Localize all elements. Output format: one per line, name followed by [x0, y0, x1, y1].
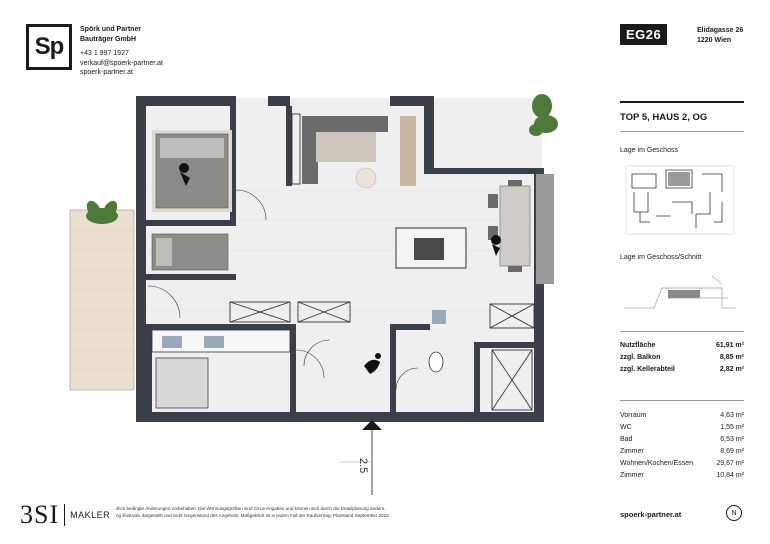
- floor-location-map: [622, 162, 738, 238]
- section-map: [622, 268, 738, 318]
- plant-icon: [84, 198, 120, 224]
- address-city: 1220 Wien: [697, 37, 732, 44]
- compass-icon: N: [726, 505, 742, 521]
- company-phone[interactable]: +43 1 997 1927: [80, 50, 129, 57]
- footer-url[interactable]: spoerk-partner.at: [620, 510, 682, 519]
- makler-logo: [20, 500, 110, 530]
- cooktop: [414, 238, 444, 260]
- pillow: [156, 238, 172, 266]
- sofa-chaise: [302, 116, 318, 184]
- company-name: Spörk und Partner: [80, 26, 142, 33]
- stat-row: zzgl. Kellerabteil 2,82 m²: [620, 366, 744, 373]
- stat-row: zzgl. Balkon 8,85 m²: [620, 354, 744, 361]
- dining-table: [500, 186, 530, 266]
- divider: [620, 331, 744, 332]
- room-row: Bad 6,53 m²: [620, 436, 744, 443]
- floor-badge: EG26: [620, 24, 667, 45]
- room-row: Vorraum 4,63 m²: [620, 412, 744, 419]
- room-row: WC 1,55 m²: [620, 424, 744, 431]
- disclaimer: zlich bedingte Änderungen vorbehalten. Die Wohnungsgrößen sind Circa-Angaben und können sich durch die Detailplanung ändern. ng illustrativ dargestellt und nicht Gegenstand des Angebots. Maßgeblich ist in jedem Fall der Kaufvertrag. Planstand September 2023.: [116, 506, 390, 518]
- company-email[interactable]: verkauf@spoerk-partner.at: [80, 59, 163, 67]
- unit-highlight: [668, 172, 690, 186]
- balcony-left: [70, 210, 134, 390]
- company-website[interactable]: spoerk-partner.at: [80, 69, 133, 76]
- section-label: Lage im Geschoss/Schnitt: [620, 254, 702, 261]
- makler-logo-sub: MAKLER: [70, 510, 111, 520]
- shelf: [400, 116, 416, 186]
- divider: [620, 400, 744, 401]
- wall-cabinet: [536, 174, 554, 284]
- room-row: Wohnen/Kochen/Essen 29,67 m²: [620, 460, 744, 467]
- side-table: [356, 168, 376, 188]
- room-row: Zimmer 10,84 m²: [620, 472, 744, 479]
- company-logo: [26, 24, 72, 70]
- section-highlight: [668, 290, 700, 298]
- address: [697, 26, 743, 46]
- pillow: [160, 138, 224, 158]
- stat-row: Nutzfläche 61,91 m²: [620, 342, 744, 349]
- rug: [316, 132, 376, 162]
- sink-icon: [432, 310, 446, 324]
- logo-text: Sp: [34, 33, 64, 60]
- company-info: [80, 25, 163, 78]
- location-label: Lage im Geschoss: [620, 147, 678, 154]
- floor-plan: [60, 90, 580, 495]
- makler-logo-text: 3SI: [20, 500, 60, 529]
- sink-icon: [204, 336, 224, 348]
- room-row: Zimmer 8,69 m²: [620, 448, 744, 455]
- address-street: Elidagasse 26: [697, 27, 744, 34]
- company-sub: Bauträger GmbH: [80, 35, 137, 43]
- divider: [620, 131, 744, 132]
- divider: [620, 101, 744, 103]
- sink-icon: [162, 336, 182, 348]
- unit-title: TOP 5, HAUS 2, OG: [620, 112, 708, 123]
- toilet-icon: [429, 352, 443, 372]
- bathtub: [156, 358, 208, 408]
- stair-label: 2.5: [357, 458, 369, 474]
